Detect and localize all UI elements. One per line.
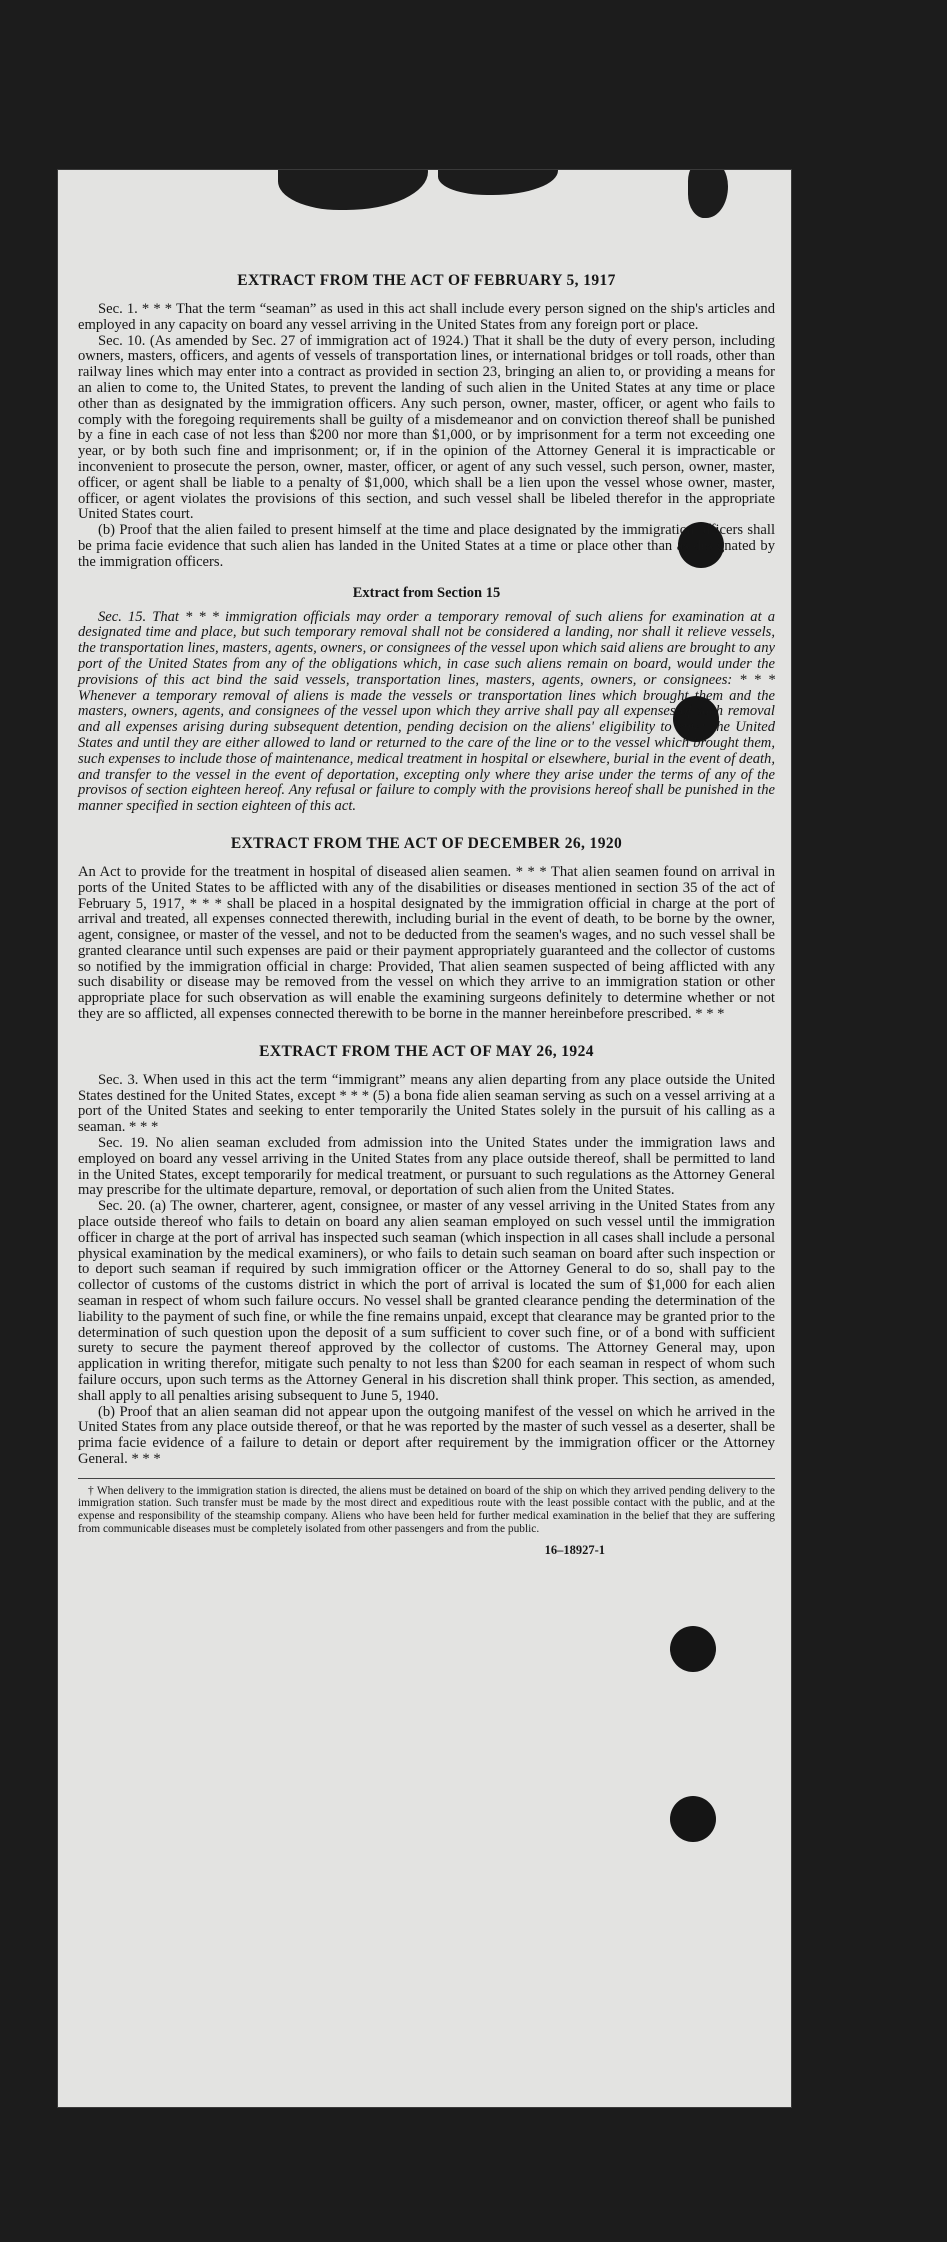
paragraph-act-1920: An Act to provide for the treatment in hospital of diseased alien seamen. * * * That alien seamen found on arrival in ports of the United States to be afflicted with any of the disabilities or diseases mentioned in section 35 of the act of February 5, 1917, * * * shall be placed in a hospital designated by the immigration official in charge at the port of arrival and treated, all expenses connected therewith, including burial in the event of death, to be borne by the owner, agent, consignee, or master of the vessel, and not to be deducted from the seamen's wages, and no such vessel shall be granted clearance until such expenses are paid or their payment appropriately guaranteed and the collector of customs so notified by the immigration official in charge: Provided, That alien seamen suspected of being afflicted with any such disability or disease may be removed from the vessel on which they arrive to an immigration station or other appropriate place for such observation as will enable the examining surgeons definitely to determine whether or not they are so afflicted, all expenses connected therewith to be borne in the manner hereinbefore prescribed. * * * — [78, 863, 775, 1023]
torn-edge — [688, 170, 728, 218]
paragraph-sec-20a: Sec. 20. (a) The owner, charterer, agent, consignee, or master of any vessel arriving in the United States from any place outside thereof who fails to detain on board any alien seaman employed on such vessel until the immigration officer in charge at the port of arrival has inspected such seaman (which inspection in all cases shall include a personal physical examination by the medical examiners), or who fails to detain such seaman on board after such inspection or to deport such seaman if required by such immigration officer or the Attorney General to do so, shall pay to the collector of customs of the customs district in which the port of arrival is located the sum of $1,000 for each alien seaman in respect of whom such failure occurs. No vessel shall be granted clearance pending the determination of the liability to the payment of such fine, or while the fine remains unpaid, except that clearance may be granted prior to the determination of such question upon the deposit of a sum sufficient to cover such fine, or of a bond with sufficient surety to secure the payment thereof approved by the collector of customs. The Attorney General may, upon application in writing therefor, mitigate such penalty to not less than $200 for each seaman in respect of whom such failure occurs, upon such terms as the Attorney General in his discretion shall think proper. This section, as amended, shall apply to all penalties arising subsequent to June 5, 1940. — [78, 1198, 775, 1404]
paragraph-sec-3: Sec. 3. When used in this act the term “immigrant” means any alien departing from any place outside the United States destined for the United States, except * * * (5) a bona fide alien seaman serving as such on a vessel arriving at a port of the United States and seeking to enter temporarily the United States solely in the pursuit of his calling as a seaman. * * * — [78, 1071, 775, 1136]
paragraph-sec-1: Sec. 1. * * * That the term “seaman” as used in this act shall include every person signed on the ship's articles and employed in any capacity on board any vessel arriving in the United States from any foreign port or place. — [78, 301, 775, 333]
paragraph-sec-19: Sec. 19. No alien seaman excluded from admission into the United States under the immigration laws and employed on board any vessel arriving in the United States from any place outside thereof, shall be permitted to land in the United States, except temporarily for medical treatment, or pursuant to such regulations as the Attorney General may prescribe for the ultimate departure, removal, or deportation of such alien from the United States. — [78, 1135, 775, 1199]
footnote: † When delivery to the immigration station is directed, the aliens must be detained on board of the ship on which they arrived pending delivery to the immigration station. Such transfer must be made by the most direct and expeditious route with the least possible contact with the public, and at the expense and responsibility of the steamship company. Aliens who have been held for further medical examination in the belief that they are suffering from communicable diseases must be completely isolated from other passengers and from the public. — [78, 1484, 775, 1535]
document-body — [78, 272, 775, 1558]
heading-act-1924: EXTRACT FROM THE ACT OF MAY 26, 1924 — [259, 1042, 594, 1060]
footnote-divider — [78, 1478, 775, 1479]
heading-section-15: Extract from Section 15 — [352, 584, 501, 601]
torn-edge — [278, 170, 428, 210]
paragraph-sec-10b: (b) Proof that the alien failed to present himself at the time and place designated by the immigration officers shall be prima facie evidence that such alien has landed in the United States at a time or place other than as designated by the immigration officers. — [78, 522, 775, 570]
punch-hole — [670, 1796, 716, 1842]
punch-hole — [670, 1626, 716, 1672]
torn-edge — [438, 170, 558, 195]
paragraph-sec-10: Sec. 10. (As amended by Sec. 27 of immigration act of 1924.) That it shall be the duty of every person, including owners, masters, officers, and agents of vessels of transportation lines, or international bridges or toll roads, other than railway lines which may enter into a contract as provided in section 23, bringing an alien to, or providing a means for an alien to come to, the United States, to prevent the landing of such alien in the United States at any time or place other than as designated by the immigration officers. Any such person, owner, master, officer, or agent who fails to comply with the foregoing requirements shall be guilty of a misdemeanor and on conviction thereof shall be punished by a fine in each case of not less than $200 nor more than $1,000, or by imprisonment for a term not exceeding one year, or by both such fine and imprisonment; or, if in the opinion of the Attorney General it is impracticable or inconvenient to prosecute the person, owner, master, officer, or agent of any such vessel, such person, owner, master, officer, or agent shall be liable to a penalty of $1,000, which shall be a lien upon the vessel whose owner, master, officer, or agent violates the provisions of this section, and such vessel shall be libeled therefor in the appropriate United States court. — [78, 332, 775, 523]
heading-act-1920: EXTRACT FROM THE ACT OF DECEMBER 26, 1920 — [230, 834, 623, 852]
form-number: 16–18927-1 — [544, 1543, 605, 1558]
paragraph-sec-20b: (b) Proof that an alien seaman did not appear upon the outgoing manifest of the vessel on which he arrived in the United States from any place outside thereof, or that he was reported by the master of such vessel as a deserter, shall be prima facie evidence of a failure to detain or deport after requirement by the immigration officer or the Attorney General. * * * — [78, 1403, 775, 1467]
paragraph-sec-15: Sec. 15. That * * * immigration officials may order a temporary removal of such aliens for examination at a designated time and place, but such temporary removal shall not be considered a landing, nor shall it relieve vessels, the transportation lines, masters, agents, owners, or consignees of the vessel upon which said aliens are brought to any port of the United States from any of the obligations which, in case such aliens remain on board, would under the provisions of this act bind the said vessels, transportation lines, masters, agents, owners, or consignees: * * * Whenever a temporary removal of aliens is made the vessels or transportation lines which brought them and the masters, owners, agents, and consignees of the vessel upon which they arrive shall pay all expenses of such removal and all expenses arising during subsequent detention, pending decision on the aliens' eligibility to enter the United States and until they are either allowed to land or returned to the care of the line or to the vessel which brought them, such expenses to include those of maintenance, medical treatment in hospital or elsewhere, burial in the event of death, and transfer to the vessel in the event of deportation, excepting only where they arise under the terms of any of the provisos of section eighteen hereof. Any refusal or failure to comply with the provisions hereof shall be punished in the manner specified in section eighteen of this act. — [78, 608, 775, 815]
document-page — [58, 170, 791, 2107]
heading-act-1917: EXTRACT FROM THE ACT OF FEBRUARY 5, 1917 — [237, 272, 616, 289]
